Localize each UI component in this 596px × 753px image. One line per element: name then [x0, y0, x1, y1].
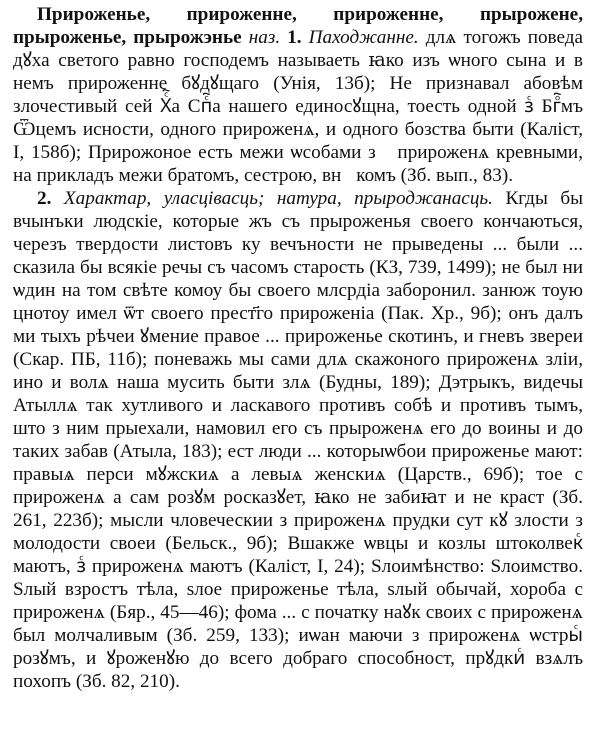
sense-number-1: 1. [287, 27, 302, 48]
sense-text-2: Кгды бы вчынъки людскіе, которые жъ съ прыроженья своего кончаються, черезъ твердости листовъ ку вечъности не прыведены ... были ... сказила бы всякіе речы съ часомъ старость (КЗ, 739, 1499); не был ни ѡдин на том свѣте комоу бы своего млсрдіа заборонил. занюж тоую цнотоу имел ѿт своего прест҃го прироженіа (Пак. Хр., 9б); онъ далъ ми тыхъ рѣчеи ꙋмение правое ... прироженье скотинъ, и гневъ звереи (Скар. ПБ, 11б); поневажь мы сами длѧ скажоного прироженѧ зліи, ино и волѧ наша мусить быти злѧ (Будны, 189); Дэтрыкъ, видечы Атыллѧ так хутливого и ласкавого противъ собѣ и противъ тымъ, што з ним прыехали, намовил его съ прыроженѧ его до воины и до таких забав (Атыла, 183); ест люди ... которыѡбои прироженье мают: правыѧ перси мꙋжскиѧ а левыѧ женскиѧ (Царств., 69б); тое с прироженѧ а сам розꙋм росказꙋет, ꙗко не забиꙗт и не краст (Зб. 261, 223б); мысли чловеческии з прироженѧ прудки сут кꙋ злости з молодости своеи (Бельск., 9б); Вшакже ѡвцы и козлы штоколвекⷭ маютъ, зⷭ прироженѧ маютъ (Каліст, I, 24); Ѕлоимѣнство: Ѕлоимство. Ѕлый взростъ тѣла, ѕлое прироженье тѣла, ѕлый обычай, хороба с прироженѧ (Бяр., 45—46); фома ... с початку наꙋк своих с прироженѧ был молчаливым (Зб. 259, 133); иѡан маючи з прироженѧ ѡстрыⷭ розꙋмъ, и ꙋроженꙋю до всего добраго способност, прꙋдкиⷭ взѧлъ похопъ (Зб. 82, 210). [13, 188, 584, 692]
entry-headwords: Прироженье, прироженне, прироженне, прырожене, прыроженье, прырожэнье [13, 4, 583, 48]
sense-text-1: длѧ тогожъ поведа дꙋха светого равно господемъ называеть ꙗко изъ ѡного сына и в немъ прироженне бꙋдꙋщаго (Унія, 13б); Не признавал абовѣм злочестивый сей Хⷭ҇а Спⷭ҇а нашего единосꙋщна, тоесть одной зⷭ Бгⷪ҇мъ Ѿцемъ исности, одного прироженѧ, и одного бозства быти (Каліст, I, 158б); Прирожоное есть межи ѡсобами зⷭ прироженѧ кревными, на прикладъ межи братомъ, сестрою, внꙋкомъ (Зб. вып., 83). [13, 27, 584, 186]
sense-number-2: 2. [37, 188, 52, 209]
dictionary-entry-sense-2 [13, 187, 583, 693]
dictionary-entry-sense-1 [13, 3, 583, 187]
sense-gloss-1: Паходжанне. [308, 27, 419, 48]
sense-gloss-2: Характар, уласцівасць; натура, прыроджанасць. [63, 188, 493, 209]
grammatical-label: наз. [248, 27, 281, 48]
